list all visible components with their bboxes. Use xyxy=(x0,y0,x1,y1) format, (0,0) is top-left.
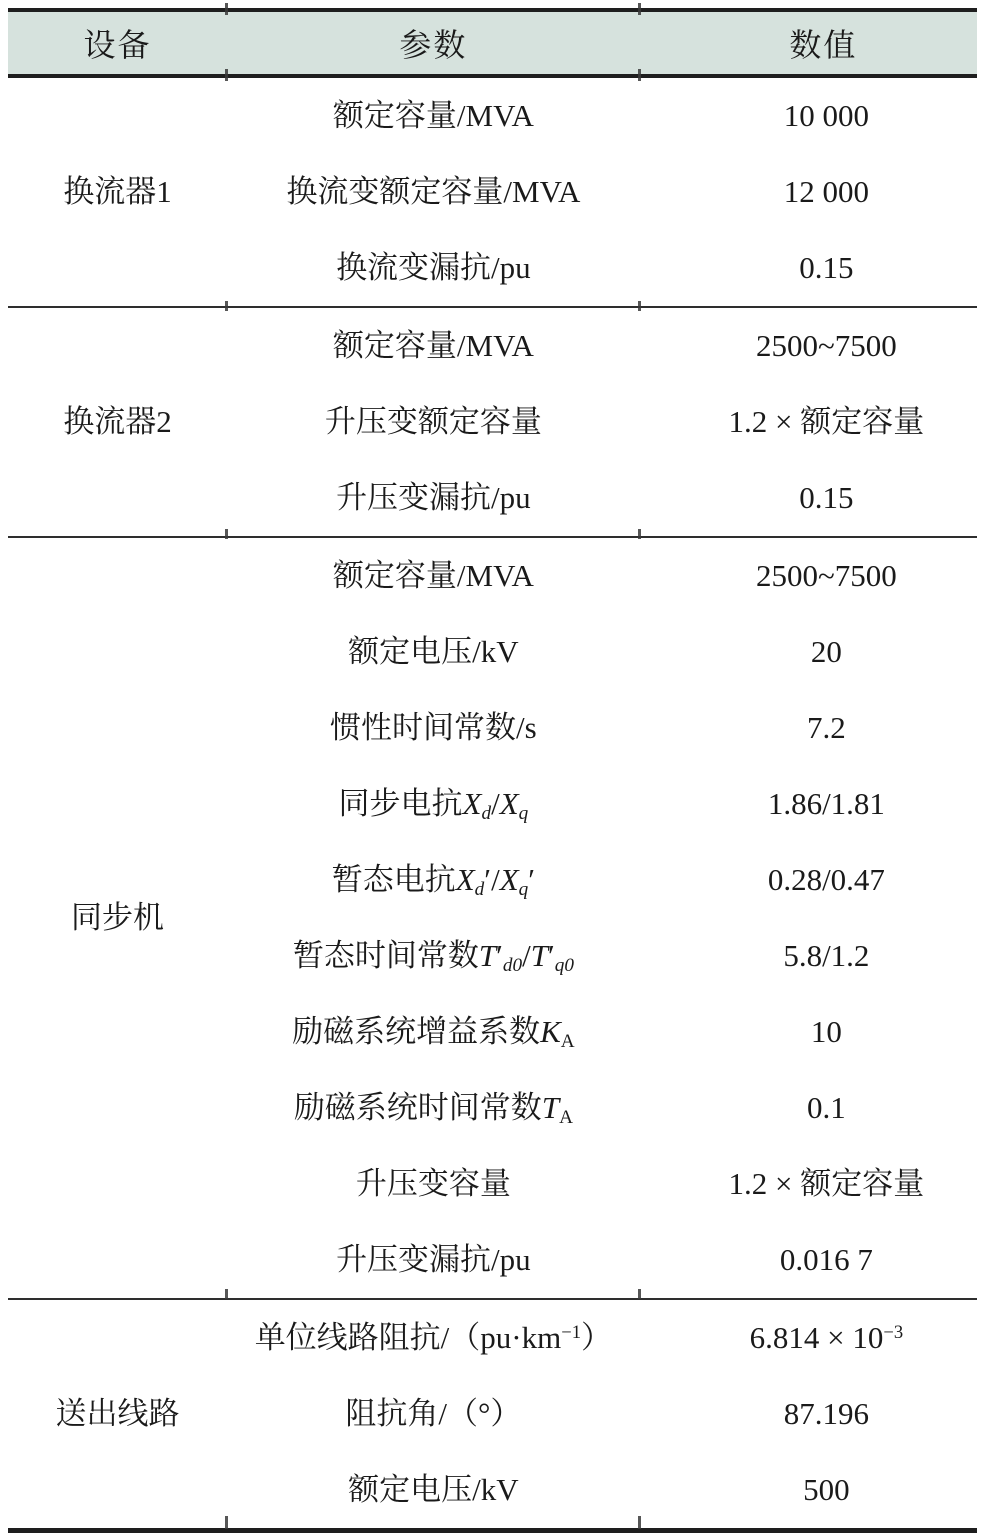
param-cell xyxy=(227,230,640,307)
text-segment: 升压变漏抗/pu xyxy=(336,479,531,515)
text-segment: d xyxy=(481,803,492,825)
text-segment: ′ xyxy=(496,937,503,973)
text-segment: ′ xyxy=(528,861,536,897)
value-cell xyxy=(640,537,977,614)
value-cell xyxy=(640,1376,977,1452)
rule-tick xyxy=(225,1516,228,1529)
value-cell xyxy=(640,76,977,154)
text-segment: X xyxy=(499,785,519,821)
rule-tick xyxy=(638,301,641,311)
param-cell xyxy=(227,460,640,537)
text-segment: −3 xyxy=(883,1321,904,1343)
text-segment: 额定容量/MVA xyxy=(332,327,534,363)
param-cell xyxy=(227,384,640,460)
rule-tick xyxy=(225,301,228,311)
text-segment: 7.2 xyxy=(807,709,846,745)
rule-tick xyxy=(638,69,641,81)
rule-tick xyxy=(225,529,228,539)
text-segment: q0 xyxy=(554,955,574,977)
value-cell xyxy=(640,1222,977,1299)
text-segment: K xyxy=(540,1013,561,1049)
table-row xyxy=(8,537,977,614)
table-row xyxy=(8,307,977,384)
rule-tick xyxy=(225,69,228,81)
text-segment: A xyxy=(559,1107,573,1129)
text-segment: d xyxy=(474,879,485,901)
text-segment: T xyxy=(541,1089,560,1125)
text-segment: 励磁系统时间常数 xyxy=(293,1089,542,1125)
text-segment: 额定电压/kV xyxy=(348,633,519,669)
device-cell: 送出线路 xyxy=(55,1395,180,1431)
text-segment: X xyxy=(462,785,482,821)
text-segment: 6.814 × 10 xyxy=(749,1319,884,1355)
text-segment: 升压变容量 xyxy=(355,1165,511,1201)
rule-tick xyxy=(638,1289,641,1299)
table-row xyxy=(8,76,977,154)
text-segment: ′ xyxy=(484,861,492,897)
param-cell xyxy=(227,1452,640,1531)
value-cell xyxy=(640,994,977,1070)
table-body xyxy=(8,76,977,1531)
text-segment: 87.196 xyxy=(783,1395,869,1431)
text-segment: 2500~7500 xyxy=(755,557,897,593)
text-segment: 额定容量/MVA xyxy=(332,557,534,593)
value-cell xyxy=(640,1070,977,1146)
device-cell: 同步机 xyxy=(8,537,227,1299)
text-segment: 暂态电抗 xyxy=(331,861,456,897)
text-segment: 额定容量/MVA xyxy=(332,97,534,133)
text-segment: ′ xyxy=(547,937,555,973)
text-segment: 励磁系统增益系数 xyxy=(292,1013,541,1049)
table-row xyxy=(8,1299,977,1376)
header-row xyxy=(8,10,977,76)
text-segment: q xyxy=(518,803,529,825)
parameters-table-wrapper xyxy=(8,8,977,1533)
param-cell xyxy=(227,537,640,614)
value-cell xyxy=(640,1146,977,1222)
text-segment: 额定电压/kV xyxy=(348,1471,519,1507)
value-cell xyxy=(640,230,977,307)
param-cell xyxy=(227,1070,640,1146)
text-segment: A xyxy=(560,1031,575,1053)
value-cell xyxy=(640,154,977,230)
text-segment: 升压变漏抗/pu xyxy=(336,1241,531,1277)
text-segment: d0 xyxy=(502,955,523,977)
param-cell xyxy=(227,1222,640,1299)
text-segment: / xyxy=(491,785,500,821)
text-segment: X xyxy=(499,861,519,897)
param-cell xyxy=(227,614,640,690)
text-segment: 惯性时间常数/s xyxy=(330,709,537,745)
text-segment: 10 000 xyxy=(783,97,869,133)
parameters-table xyxy=(8,8,977,1533)
text-segment: 暂态时间常数 xyxy=(292,937,479,973)
param-cell xyxy=(227,1299,640,1376)
text-segment: 1.86/1.81 xyxy=(767,785,885,821)
text-segment: / xyxy=(491,861,500,897)
device-cell: 换流器1 xyxy=(8,76,227,307)
param-cell xyxy=(227,154,640,230)
param-cell xyxy=(227,918,640,994)
text-segment: ） xyxy=(581,1319,613,1355)
param-cell xyxy=(227,307,640,384)
rule-tick xyxy=(638,529,641,539)
text-segment: T xyxy=(478,937,497,973)
header-param: 参数 xyxy=(227,10,640,76)
header-value: 数值 xyxy=(640,10,977,76)
value-cell xyxy=(640,384,977,460)
rule-tick xyxy=(638,3,641,15)
text-segment: 20 xyxy=(810,633,842,669)
param-cell xyxy=(227,994,640,1070)
param-cell xyxy=(227,690,640,766)
text-segment: 10 xyxy=(810,1013,842,1049)
text-segment: 同步电抗 xyxy=(338,785,463,821)
text-segment: T xyxy=(530,937,548,973)
text-segment: q xyxy=(518,879,529,901)
param-cell xyxy=(227,842,640,918)
text-segment: 2500~7500 xyxy=(755,327,897,363)
text-segment: 0.15 xyxy=(799,249,854,285)
header-device: 设备 xyxy=(8,10,227,76)
text-segment: 0.15 xyxy=(799,479,854,515)
param-cell xyxy=(227,1146,640,1222)
value-cell xyxy=(640,1299,977,1376)
value-cell xyxy=(640,842,977,918)
text-segment: 12 000 xyxy=(783,173,869,209)
value-cell xyxy=(640,614,977,690)
value-cell xyxy=(640,307,977,384)
text-segment: −1 xyxy=(561,1321,582,1343)
value-cell xyxy=(640,766,977,842)
text-segment: X xyxy=(455,861,475,897)
device-cell: 换流器2 xyxy=(8,307,227,537)
value-cell xyxy=(640,460,977,537)
param-cell xyxy=(227,766,640,842)
rule-tick xyxy=(225,3,228,15)
value-cell xyxy=(640,1452,977,1531)
table-header xyxy=(8,10,977,76)
text-segment: / xyxy=(522,937,531,973)
text-segment: 单位线路阻抗/（pu·km xyxy=(254,1319,562,1355)
text-segment: 0.28/0.47 xyxy=(767,861,885,897)
rule-tick xyxy=(225,1289,228,1299)
value-cell xyxy=(640,690,977,766)
text-segment: 500 xyxy=(803,1471,850,1507)
text-segment: 换流变额定容量/MVA xyxy=(286,173,581,209)
rule-tick xyxy=(638,1516,641,1529)
text-segment: 1.2 × 额定容量 xyxy=(728,1165,925,1201)
text-segment: 阻抗角/（°） xyxy=(345,1395,522,1431)
text-segment: 5.8/1.2 xyxy=(783,937,870,973)
param-cell xyxy=(227,76,640,154)
value-cell xyxy=(640,918,977,994)
text-segment: 换流变漏抗/pu xyxy=(336,249,531,285)
text-segment: 升压变额定容量 xyxy=(324,403,542,439)
text-segment: 0.016 7 xyxy=(779,1241,873,1277)
param-cell xyxy=(227,1376,640,1452)
text-segment: 1.2 × 额定容量 xyxy=(728,403,925,439)
text-segment: 0.1 xyxy=(807,1089,846,1125)
